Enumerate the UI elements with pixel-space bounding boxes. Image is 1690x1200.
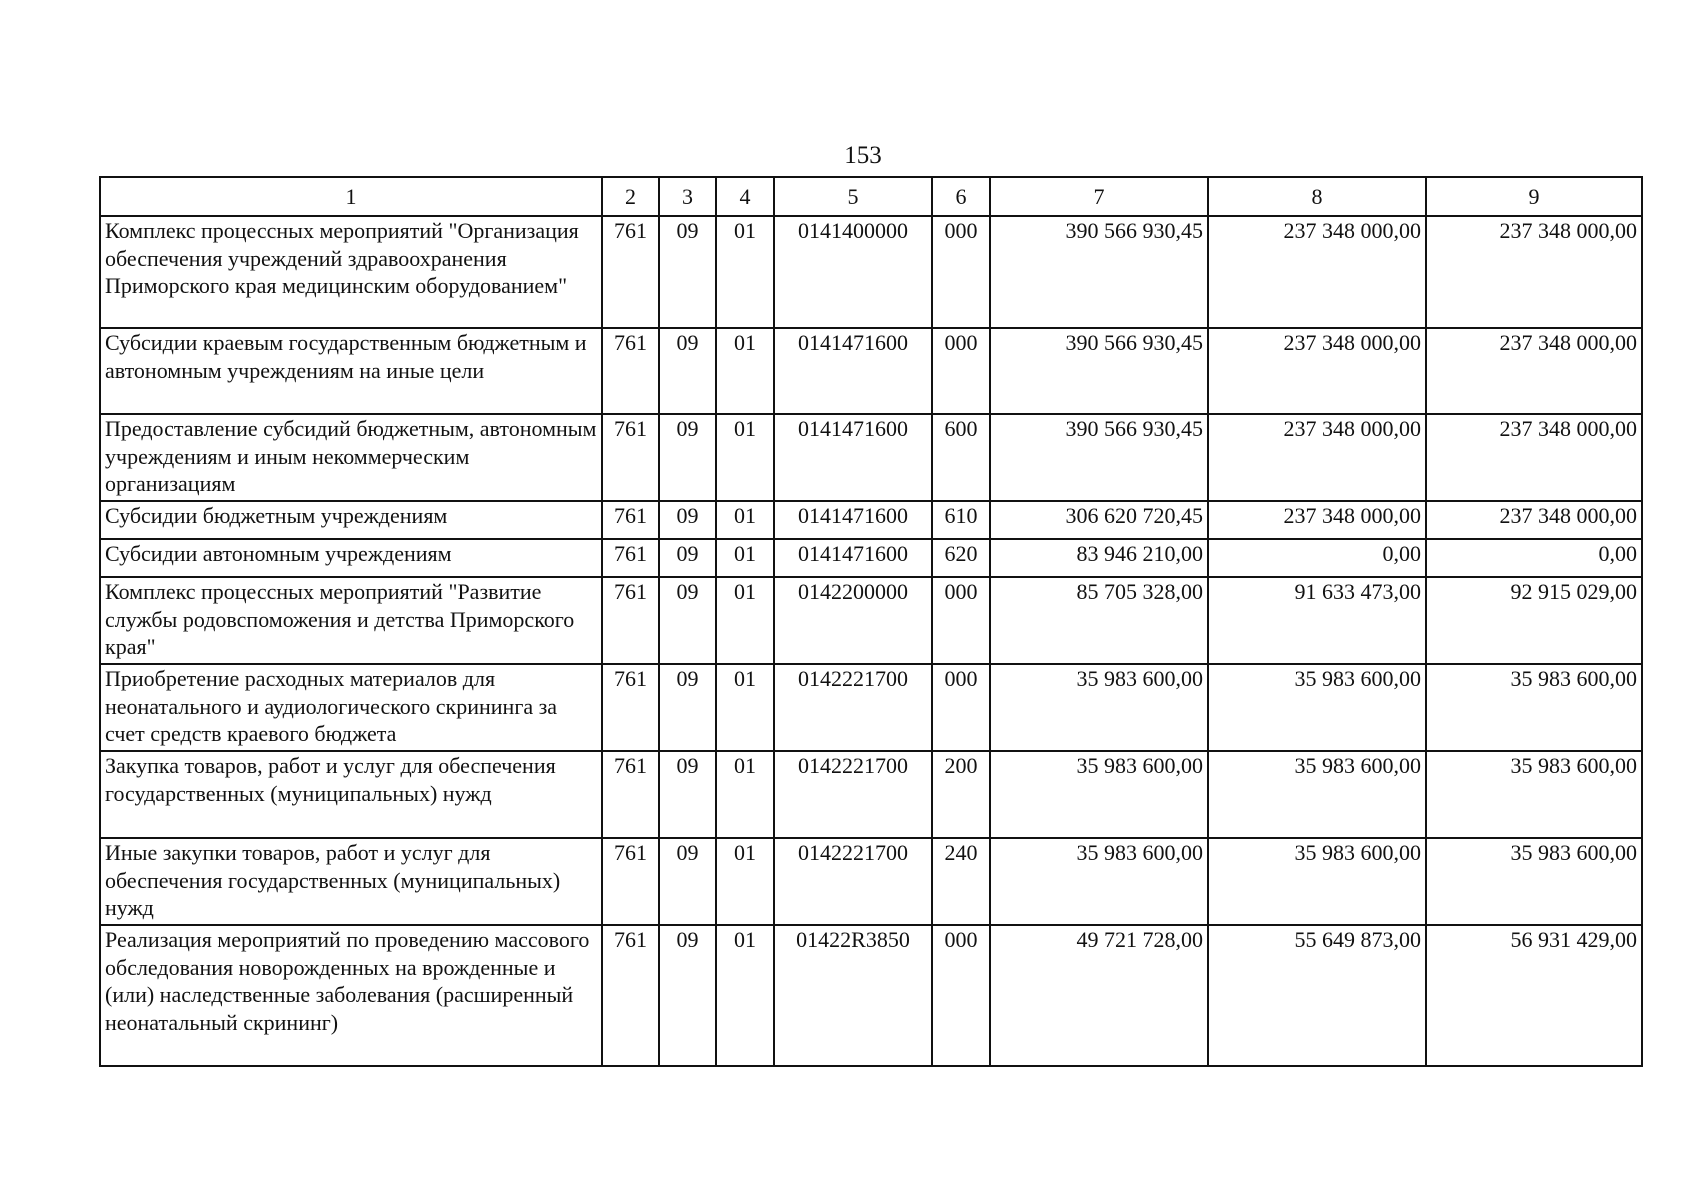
column-header: 4	[716, 177, 774, 216]
amount-col7: 390 566 930,45	[990, 414, 1208, 501]
budget-table	[99, 176, 1643, 1067]
ministry-code: 761	[602, 751, 659, 838]
section-code: 09	[659, 216, 716, 328]
expense-type-code: 620	[932, 539, 990, 577]
section-code: 09	[659, 577, 716, 664]
table-row	[100, 216, 1642, 328]
table-row	[100, 414, 1642, 501]
amount-col9: 92 915 029,00	[1426, 577, 1642, 664]
section-code: 09	[659, 925, 716, 1066]
amount-col7: 35 983 600,00	[990, 664, 1208, 751]
subsection-code: 01	[716, 414, 774, 501]
target-article-code: 0141471600	[774, 539, 932, 577]
table-row	[100, 925, 1642, 1066]
target-article-code: 0141471600	[774, 501, 932, 539]
section-code: 09	[659, 501, 716, 539]
column-header: 9	[1426, 177, 1642, 216]
row-description: Комплекс процессных мероприятий "Организация обеспечения учреждений здравоохранения Приморского края медицинским оборудованием"	[100, 216, 602, 328]
section-code: 09	[659, 328, 716, 414]
amount-col8: 35 983 600,00	[1208, 664, 1426, 751]
amount-col9: 237 348 000,00	[1426, 501, 1642, 539]
row-description: Приобретение расходных материалов для неонатального и аудиологического скрининга за счет средств краевого бюджета	[100, 664, 602, 751]
column-header: 2	[602, 177, 659, 216]
amount-col9: 56 931 429,00	[1426, 925, 1642, 1066]
row-description: Субсидии бюджетным учреждениям	[100, 501, 602, 539]
row-description: Субсидии автономным учреждениям	[100, 539, 602, 577]
table-row	[100, 539, 1642, 577]
column-header: 7	[990, 177, 1208, 216]
table-row	[100, 328, 1642, 414]
target-article-code: 0142200000	[774, 577, 932, 664]
ministry-code: 761	[602, 501, 659, 539]
subsection-code: 01	[716, 577, 774, 664]
table-row	[100, 501, 1642, 539]
amount-col7: 85 705 328,00	[990, 577, 1208, 664]
amount-col7: 35 983 600,00	[990, 751, 1208, 838]
amount-col8: 55 649 873,00	[1208, 925, 1426, 1066]
amount-col9: 237 348 000,00	[1426, 328, 1642, 414]
column-header: 3	[659, 177, 716, 216]
subsection-code: 01	[716, 751, 774, 838]
expense-type-code: 000	[932, 925, 990, 1066]
target-article-code: 0142221700	[774, 751, 932, 838]
amount-col8: 237 348 000,00	[1208, 216, 1426, 328]
target-article-code: 0141471600	[774, 414, 932, 501]
row-description: Иные закупки товаров, работ и услуг для обеспечения государственных (муниципальных) нужд	[100, 838, 602, 925]
section-code: 09	[659, 414, 716, 501]
section-code: 09	[659, 838, 716, 925]
ministry-code: 761	[602, 838, 659, 925]
table-row	[100, 664, 1642, 751]
row-description: Комплекс процессных мероприятий "Развитие службы родовспоможения и детства Приморского края"	[100, 577, 602, 664]
row-description: Реализация мероприятий по проведению массового обследования новорожденных на врожденные и (или) наследственные заболевания (расширенный неонатальный скрининг)	[100, 925, 602, 1066]
amount-col8: 0,00	[1208, 539, 1426, 577]
section-code: 09	[659, 664, 716, 751]
row-description: Закупка товаров, работ и услуг для обеспечения государственных (муниципальных) нужд	[100, 751, 602, 838]
amount-col7: 35 983 600,00	[990, 838, 1208, 925]
amount-col9: 0,00	[1426, 539, 1642, 577]
amount-col9: 35 983 600,00	[1426, 664, 1642, 751]
expense-type-code: 200	[932, 751, 990, 838]
column-header: 1	[100, 177, 602, 216]
amount-col9: 35 983 600,00	[1426, 838, 1642, 925]
column-header: 8	[1208, 177, 1426, 216]
ministry-code: 761	[602, 577, 659, 664]
expense-type-code: 600	[932, 414, 990, 501]
expense-type-code: 000	[932, 328, 990, 414]
amount-col7: 49 721 728,00	[990, 925, 1208, 1066]
subsection-code: 01	[716, 501, 774, 539]
amount-col9: 237 348 000,00	[1426, 414, 1642, 501]
subsection-code: 01	[716, 539, 774, 577]
column-number-row	[100, 177, 1642, 216]
table-row	[100, 838, 1642, 925]
column-header: 5	[774, 177, 932, 216]
expense-type-code: 000	[932, 216, 990, 328]
amount-col8: 91 633 473,00	[1208, 577, 1426, 664]
subsection-code: 01	[716, 838, 774, 925]
subsection-code: 01	[716, 925, 774, 1066]
amount-col7: 306 620 720,45	[990, 501, 1208, 539]
subsection-code: 01	[716, 328, 774, 414]
expense-type-code: 000	[932, 664, 990, 751]
amount-col9: 35 983 600,00	[1426, 751, 1642, 838]
expense-type-code: 610	[932, 501, 990, 539]
table-row	[100, 577, 1642, 664]
amount-col8: 237 348 000,00	[1208, 501, 1426, 539]
amount-col9: 237 348 000,00	[1426, 216, 1642, 328]
ministry-code: 761	[602, 664, 659, 751]
section-code: 09	[659, 751, 716, 838]
ministry-code: 761	[602, 328, 659, 414]
column-header: 6	[932, 177, 990, 216]
target-article-code: 0142221700	[774, 664, 932, 751]
expense-type-code: 000	[932, 577, 990, 664]
amount-col8: 237 348 000,00	[1208, 414, 1426, 501]
target-article-code: 01422R3850	[774, 925, 932, 1066]
amount-col7: 390 566 930,45	[990, 328, 1208, 414]
amount-col8: 237 348 000,00	[1208, 328, 1426, 414]
ministry-code: 761	[602, 925, 659, 1066]
section-code: 09	[659, 539, 716, 577]
target-article-code: 0142221700	[774, 838, 932, 925]
subsection-code: 01	[716, 216, 774, 328]
target-article-code: 0141400000	[774, 216, 932, 328]
page-number: 153	[844, 142, 882, 169]
subsection-code: 01	[716, 664, 774, 751]
target-article-code: 0141471600	[774, 328, 932, 414]
amount-col8: 35 983 600,00	[1208, 838, 1426, 925]
expense-type-code: 240	[932, 838, 990, 925]
ministry-code: 761	[602, 414, 659, 501]
amount-col7: 390 566 930,45	[990, 216, 1208, 328]
row-description: Субсидии краевым государственным бюджетным и автономным учреждениям на иные цели	[100, 328, 602, 414]
amount-col7: 83 946 210,00	[990, 539, 1208, 577]
table-row	[100, 751, 1642, 838]
ministry-code: 761	[602, 539, 659, 577]
amount-col8: 35 983 600,00	[1208, 751, 1426, 838]
ministry-code: 761	[602, 216, 659, 328]
row-description: Предоставление субсидий бюджетным, автономным учреждениям и иным некоммерческим организациям	[100, 414, 602, 501]
